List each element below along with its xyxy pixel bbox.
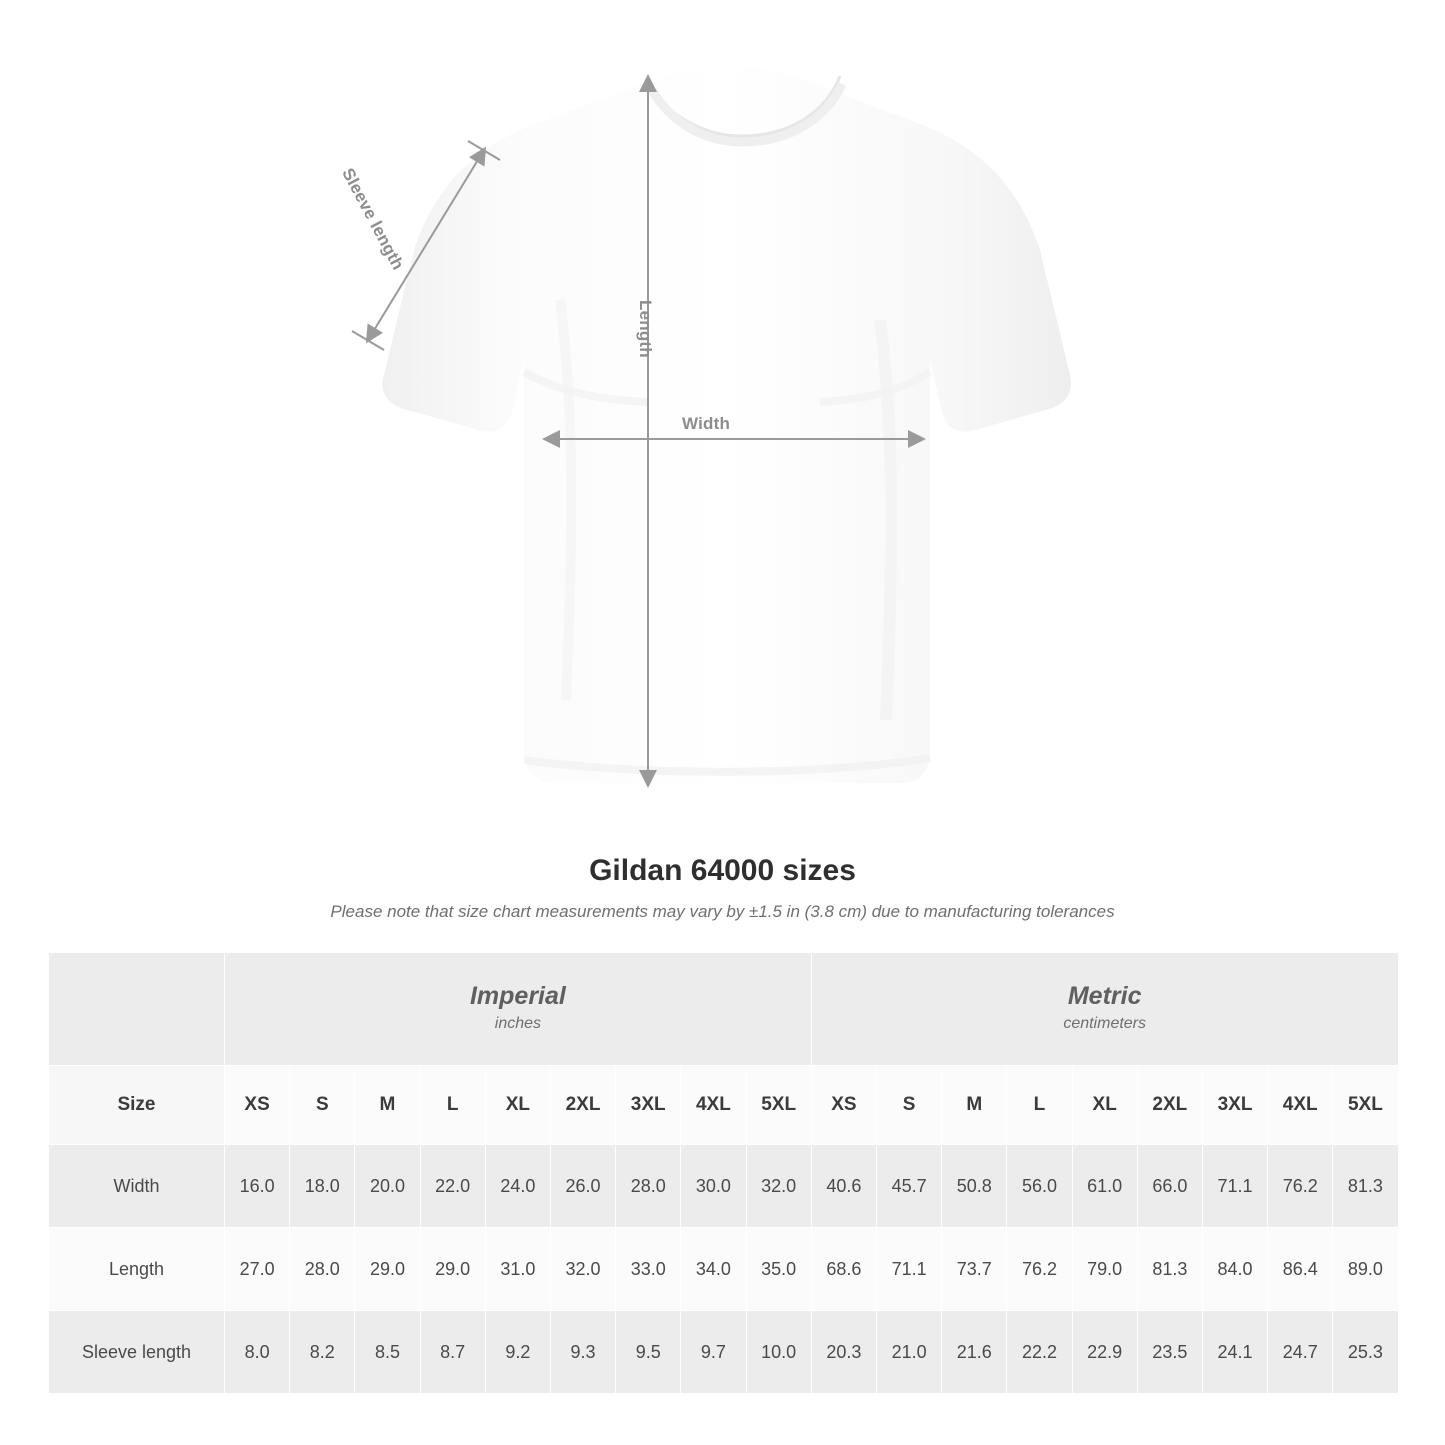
length-imperial-l: 29.0 [420, 1228, 485, 1311]
length-metric-xs: 68.6 [811, 1228, 876, 1311]
length-metric-xl: 79.0 [1072, 1228, 1137, 1311]
sleeve-metric-l: 22.2 [1007, 1311, 1072, 1394]
sleeve-imperial-m: 8.5 [355, 1311, 420, 1394]
system-unit-imperial: inches [494, 1014, 542, 1032]
sleeve-imperial-3xl: 9.5 [616, 1311, 681, 1394]
width-imperial-l: 22.0 [420, 1145, 485, 1228]
length-metric-l: 76.2 [1007, 1228, 1072, 1311]
size-metric-4xl: 4XL [1268, 1066, 1333, 1145]
system-unit-metric: centimeters [1063, 1014, 1147, 1032]
size-metric-l: L [1007, 1066, 1072, 1145]
size-chart-table [48, 952, 1399, 1394]
length-imperial-4xl: 34.0 [681, 1228, 746, 1311]
size-metric-3xl: 3XL [1202, 1066, 1267, 1145]
sleeve-length-label: Sleeve length [338, 165, 408, 273]
width-metric-m: 50.8 [942, 1145, 1007, 1228]
width-imperial-xs: 16.0 [225, 1145, 290, 1228]
row-header-sleeve-length: Sleeve length [49, 1311, 225, 1394]
sleeve-imperial-4xl: 9.7 [681, 1311, 746, 1394]
system-header-imperial [225, 953, 812, 1066]
size-imperial-3xl: 3XL [616, 1066, 681, 1145]
size-chart-table-wrapper [48, 952, 1397, 1394]
table-row [49, 1311, 1399, 1394]
size-imperial-5xl: 5XL [746, 1066, 811, 1145]
size-imperial-2xl: 2XL [550, 1066, 615, 1145]
width-imperial-xl: 24.0 [485, 1145, 550, 1228]
title-block [0, 854, 1445, 922]
row-header-width: Width [49, 1145, 225, 1228]
sleeve-imperial-5xl: 10.0 [746, 1311, 811, 1394]
size-metric-s: S [877, 1066, 942, 1145]
width-imperial-m: 20.0 [355, 1145, 420, 1228]
length-metric-3xl: 84.0 [1202, 1228, 1267, 1311]
length-metric-m: 73.7 [942, 1228, 1007, 1311]
size-metric-xl: XL [1072, 1066, 1137, 1145]
width-imperial-2xl: 26.0 [550, 1145, 615, 1228]
width-metric-l: 56.0 [1007, 1145, 1072, 1228]
sleeve-metric-xl: 22.9 [1072, 1311, 1137, 1394]
length-imperial-s: 28.0 [290, 1228, 355, 1311]
sleeve-imperial-l: 8.7 [420, 1311, 485, 1394]
width-imperial-3xl: 28.0 [616, 1145, 681, 1228]
sleeve-metric-xs: 20.3 [811, 1311, 876, 1394]
size-imperial-m: M [355, 1066, 420, 1145]
system-header-row [49, 953, 1399, 1066]
size-imperial-l: L [420, 1066, 485, 1145]
width-metric-s: 45.7 [877, 1145, 942, 1228]
row-header-length: Length [49, 1228, 225, 1311]
length-metric-5xl: 89.0 [1333, 1228, 1398, 1311]
length-imperial-xs: 27.0 [225, 1228, 290, 1311]
width-imperial-4xl: 30.0 [681, 1145, 746, 1228]
sleeve-metric-2xl: 23.5 [1137, 1311, 1202, 1394]
length-metric-2xl: 81.3 [1137, 1228, 1202, 1311]
width-metric-3xl: 71.1 [1202, 1145, 1267, 1228]
width-metric-xs: 40.6 [811, 1145, 876, 1228]
tolerance-note: Please note that size chart measurements may vary by ±1.5 in (3.8 cm) due to manufacturing tolerances [330, 902, 1115, 921]
width-metric-4xl: 76.2 [1268, 1145, 1333, 1228]
length-metric-4xl: 86.4 [1268, 1228, 1333, 1311]
length-imperial-3xl: 33.0 [616, 1228, 681, 1311]
width-imperial-5xl: 32.0 [746, 1145, 811, 1228]
sleeve-metric-5xl: 25.3 [1333, 1311, 1398, 1394]
sleeve-metric-3xl: 24.1 [1202, 1311, 1267, 1394]
table-row [49, 1228, 1399, 1311]
sleeve-metric-s: 21.0 [877, 1311, 942, 1394]
width-metric-xl: 61.0 [1072, 1145, 1137, 1228]
system-header-spacer [49, 953, 225, 1066]
page-title: Gildan 64000 sizes [589, 854, 856, 887]
width-imperial-s: 18.0 [290, 1145, 355, 1228]
sleeve-imperial-2xl: 9.3 [550, 1311, 615, 1394]
sleeve-metric-m: 21.6 [942, 1311, 1007, 1394]
table-row [49, 1145, 1399, 1228]
row-header-size: Size [49, 1066, 225, 1145]
width-label: Width [682, 414, 731, 433]
size-metric-m: M [942, 1066, 1007, 1145]
size-metric-xs: XS [811, 1066, 876, 1145]
length-imperial-m: 29.0 [355, 1228, 420, 1311]
sleeve-imperial-s: 8.2 [290, 1311, 355, 1394]
size-metric-5xl: 5XL [1333, 1066, 1398, 1145]
size-header-row [49, 1066, 1399, 1145]
size-imperial-4xl: 4XL [681, 1066, 746, 1145]
size-imperial-xl: XL [485, 1066, 550, 1145]
length-metric-s: 71.1 [877, 1228, 942, 1311]
size-imperial-s: S [290, 1066, 355, 1145]
size-metric-2xl: 2XL [1137, 1066, 1202, 1145]
length-imperial-5xl: 35.0 [746, 1228, 811, 1311]
width-metric-5xl: 81.3 [1333, 1145, 1398, 1228]
sleeve-imperial-xs: 8.0 [225, 1311, 290, 1394]
system-name-metric: Metric [1067, 981, 1142, 1010]
length-label: Length [636, 300, 655, 358]
width-metric-2xl: 66.0 [1137, 1145, 1202, 1228]
system-header-metric [811, 953, 1398, 1066]
length-imperial-xl: 31.0 [485, 1228, 550, 1311]
sleeve-imperial-xl: 9.2 [485, 1311, 550, 1394]
system-name-imperial: Imperial [469, 981, 566, 1010]
length-imperial-2xl: 32.0 [550, 1228, 615, 1311]
size-imperial-xs: XS [225, 1066, 290, 1145]
sleeve-metric-4xl: 24.7 [1268, 1311, 1333, 1394]
